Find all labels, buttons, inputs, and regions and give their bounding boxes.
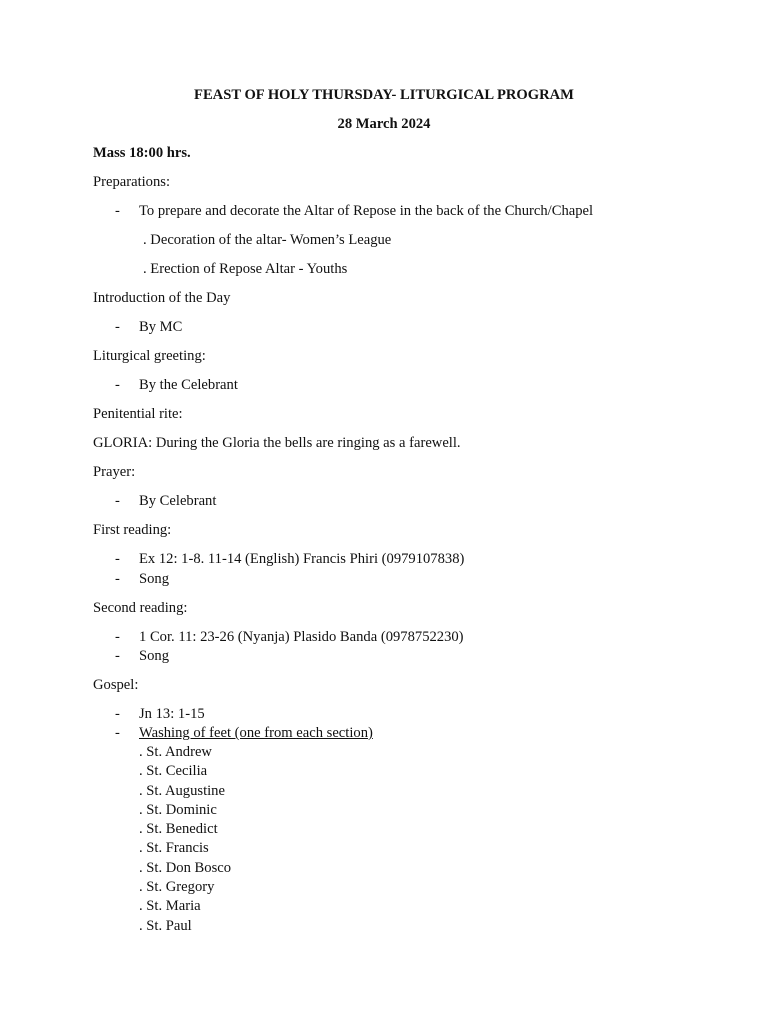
bullet-dash: - bbox=[115, 706, 120, 722]
list-item: . St. Benedict bbox=[139, 821, 218, 838]
penitential-heading: Penitential rite: bbox=[93, 406, 183, 422]
list-item: . St. Cecilia bbox=[139, 763, 208, 780]
list-item: . St. Dominic bbox=[139, 801, 217, 818]
introduction-heading: Introduction of the Day bbox=[93, 290, 231, 306]
second-reading-song: Song bbox=[139, 648, 170, 664]
page-title: FEAST OF HOLY THURSDAY- LITURGICAL PROGRAM bbox=[194, 87, 574, 103]
greeting-heading: Liturgical greeting: bbox=[93, 348, 206, 364]
prayer-heading: Prayer: bbox=[93, 464, 136, 480]
gospel-item: Jn 13: 1-15 bbox=[139, 706, 205, 722]
list-item: . St. Francis bbox=[139, 840, 209, 857]
greeting-item: By the Celebrant bbox=[139, 377, 238, 393]
bullet-dash: - bbox=[115, 493, 120, 509]
gospel-heading: Gospel: bbox=[93, 677, 139, 693]
first-reading-heading: First reading: bbox=[93, 522, 172, 538]
program-date: 28 March 2024 bbox=[337, 116, 431, 132]
preparations-sub-item: . Decoration of the altar- Women’s League bbox=[143, 232, 392, 248]
washing-of-feet-item: Washing of feet (one from each section) bbox=[139, 725, 373, 741]
list-item: . St. Gregory bbox=[139, 879, 215, 896]
second-reading-heading: Second reading: bbox=[93, 600, 188, 616]
introduction-item: By MC bbox=[139, 319, 183, 335]
bullet-dash: - bbox=[115, 203, 120, 219]
section-list bbox=[139, 743, 231, 936]
preparations-sub-item: . Erection of Repose Altar - Youths bbox=[143, 261, 348, 277]
first-reading-item: Ex 12: 1-8. 11-14 (English) Francis Phiri (0979107838) bbox=[139, 551, 465, 567]
list-item: . St. Don Bosco bbox=[139, 859, 232, 876]
bullet-dash: - bbox=[115, 319, 120, 335]
first-reading-song: Song bbox=[139, 571, 170, 587]
bullet-dash: - bbox=[115, 377, 120, 393]
bullet-dash: - bbox=[115, 725, 120, 741]
list-item: . St. Augustine bbox=[139, 782, 225, 799]
bullet-dash: - bbox=[115, 551, 120, 567]
prayer-item: By Celebrant bbox=[139, 493, 217, 509]
second-reading-item: 1 Cor. 11: 23-26 (Nyanja) Plasido Banda (0978752230) bbox=[139, 629, 464, 645]
list-item: . St. Andrew bbox=[139, 744, 212, 760]
bullet-dash: - bbox=[115, 571, 120, 587]
bullet-dash: - bbox=[115, 629, 120, 645]
bullet-dash: - bbox=[115, 648, 120, 664]
gloria-text: GLORIA: During the Gloria the bells are ringing as a farewell. bbox=[93, 435, 461, 451]
preparations-heading: Preparations: bbox=[93, 174, 171, 190]
list-item: . St. Maria bbox=[139, 898, 201, 915]
mass-time: Mass 18:00 hrs. bbox=[93, 145, 191, 161]
preparations-item: To prepare and decorate the Altar of Repose in the back of the Church/Chapel bbox=[139, 203, 594, 219]
list-item: . St. Paul bbox=[139, 917, 192, 934]
